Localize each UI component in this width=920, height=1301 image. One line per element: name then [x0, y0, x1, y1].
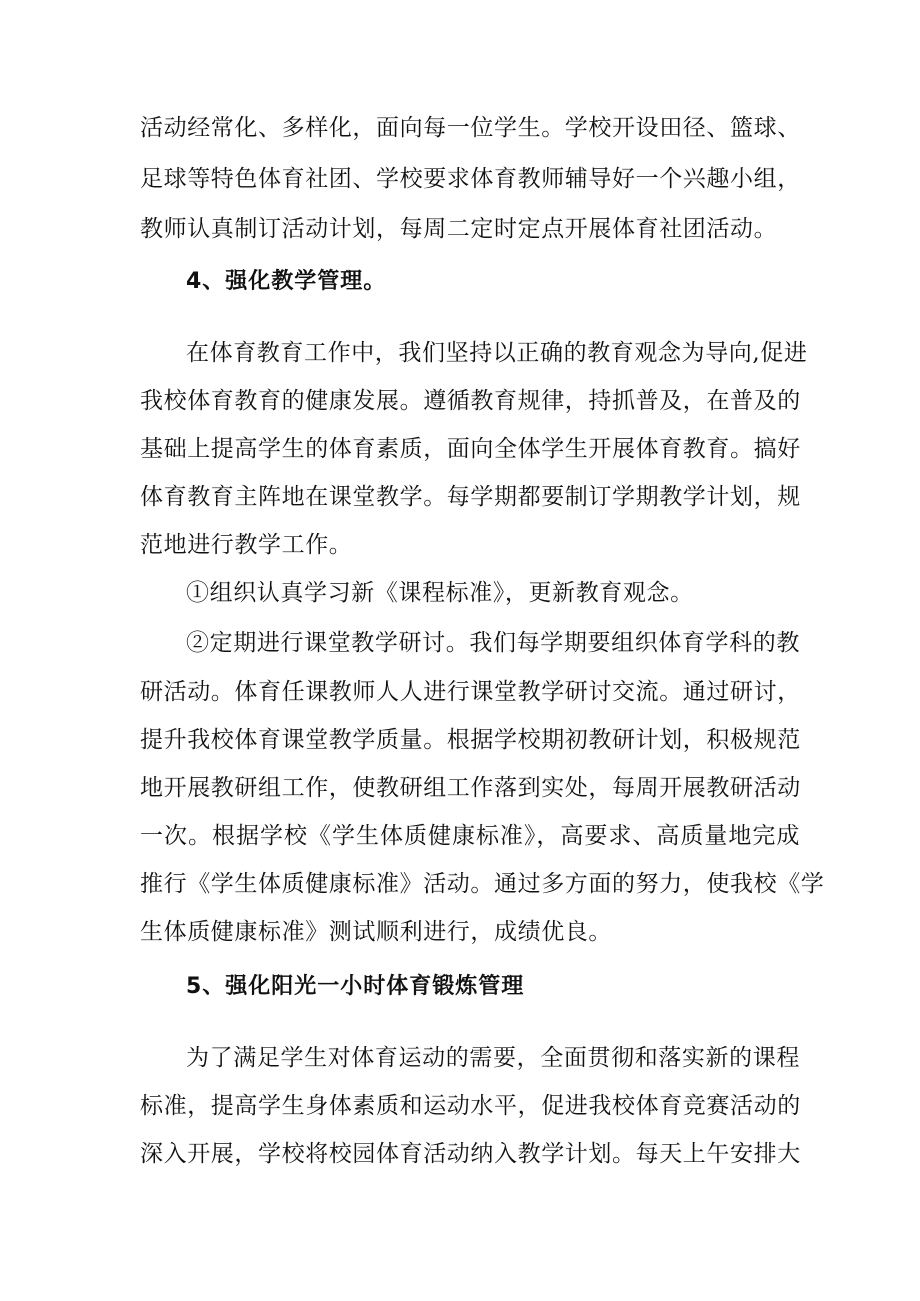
list-item-1: ①组织认真学习新《课程标准》，更新教育观念。	[186, 580, 694, 606]
text-line: 范地进行教学工作。	[140, 532, 353, 558]
text-line: 一次。根据学校《学生体质健康标准》，高要求、高质量地完成	[140, 823, 800, 849]
section-heading-5: 5、强化阳光一小时体育锻炼管理	[186, 974, 525, 999]
text-line: ②定期进行课堂教学研讨。我们每学期要组织体育学科的教	[186, 630, 800, 656]
section-heading-4: 4、强化教学管理。	[186, 269, 387, 294]
text-line: 为了满足学生对体育运动的需要，全面贯彻和落实新的课程	[186, 1045, 800, 1071]
text-line: 足球等特色体育社团、学校要求体育教师辅导好一个兴趣小组，	[140, 166, 801, 192]
text-line: 生体质健康标准》测试顺利进行，成绩优良。	[140, 919, 612, 945]
text-line: 体育教育主阵地在课堂教学。每学期都要制订学期教学计划，规	[140, 484, 801, 510]
text-line: 研活动。体育任课教师人人进行课堂教学研讨交流。通过研讨，	[140, 679, 801, 705]
text-line: 我校体育教育的健康发展。遵循教育规律，持抓普及，在普及的	[140, 388, 801, 414]
text-line: 在体育教育工作中，我们坚持以正确的教育观念为导向,促进	[186, 340, 808, 366]
text-line: 教师认真制订活动计划，每周二定时定点开展体育社团活动。	[140, 216, 778, 242]
text-line: 深入开展，学校将校园体育活动纳入教学计划。每天上午安排大	[140, 1141, 801, 1167]
text-line: 提升我校体育课堂教学质量。根据学校期初教研计划，积极规范	[140, 727, 801, 753]
text-line: 地开展教研组工作，使教研组工作落到实处，每周开展教研活动	[140, 775, 801, 801]
text-line: 推行《学生体质健康标准》活动。通过多方面的努力，使我校《学	[140, 871, 825, 897]
text-line: 活动经常化、多样化，面向每一位学生。学校开设田径、篮球、	[140, 115, 801, 141]
text-line: 基础上提高学生的体育素质，面向全体学生开展体育教育。搞好	[140, 436, 801, 462]
text-line: 标准，提高学生身体素质和运动水平，促进我校体育竞赛活动的	[140, 1093, 801, 1119]
